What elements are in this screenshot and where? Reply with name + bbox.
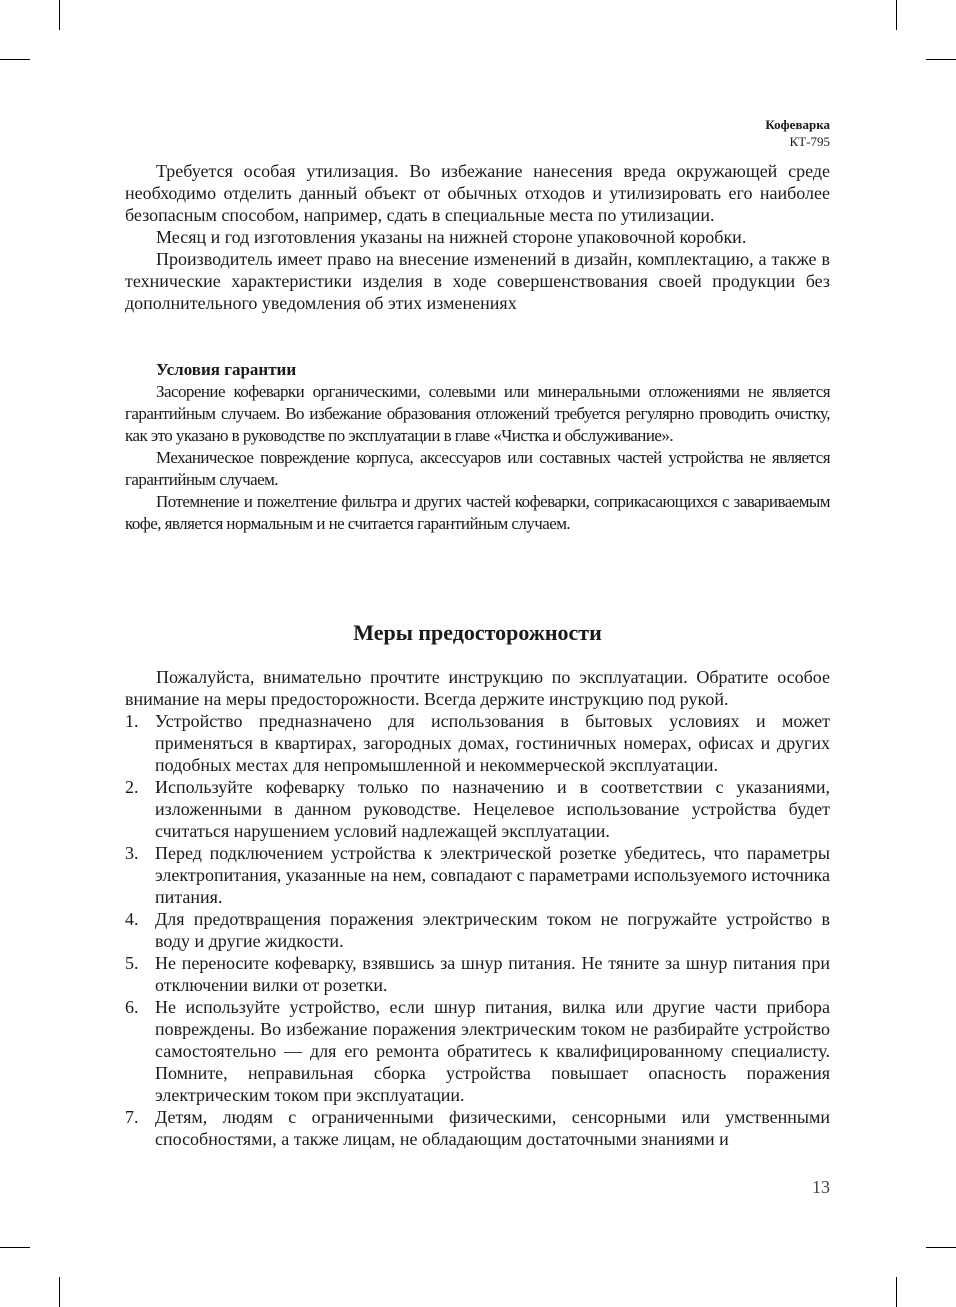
crop-mark	[896, 1277, 897, 1307]
crop-mark	[926, 1247, 956, 1248]
precautions-list	[125, 710, 830, 1150]
precautions-section	[125, 666, 830, 1150]
list-item-number: 4.	[125, 909, 139, 929]
list-item-text: Детям, людям с ограниченными физическими, сенсорными или умственными способностями, а также лицам, не обладающим достаточными знаниями и	[155, 1107, 830, 1149]
crop-mark	[59, 1277, 60, 1307]
crop-mark	[0, 1247, 30, 1248]
crop-mark	[926, 59, 956, 60]
list-item-number: 7.	[125, 1107, 139, 1127]
list-item	[125, 842, 830, 908]
list-item-text: Перед подключением устройства к электрической розетке убедитесь, что параметры электропитания, указанные на нем, совпадают с параметрами используемого источника питания.	[155, 843, 830, 907]
disposal-paragraph: Производитель имеет право на внесение изменений в дизайн, комплектацию, а также в технические характеристики изделия в ходе совершенствования своей продукции без дополнительного уведомления об этих изменениях	[125, 249, 830, 313]
disposal-paragraph: Требуется особая утилизация. Во избежание нанесения вреда окружающей среде необходимо отделить данный объект от обычных отходов и утилизировать его наиболее безопасным способом, например, сдать в специальные места по утилизации.	[125, 161, 830, 225]
warranty-title: Условия гарантии	[156, 360, 297, 379]
list-item-number: 5.	[125, 953, 139, 973]
warranty-paragraph: Механическое повреждение корпуса, аксессуаров или составных частей устройства не является гарантийным случаем.	[125, 448, 830, 489]
list-item	[125, 710, 830, 776]
warranty-paragraph: Потемнение и пожелтение фильтра и других частей кофеварки, соприкасающихся с завариваемым кофе, является нормальным и не считается гарантийным случаем.	[125, 492, 830, 533]
crop-mark	[896, 0, 897, 30]
list-item-text: Используйте кофеварку только по назначению и в соответствии с указаниями, изложенными в данном руководстве. Нецелевое использование устройства будет считаться нарушением условий надлежащей эксплуатации.	[155, 777, 830, 841]
crop-mark	[59, 0, 60, 30]
disposal-paragraph: Месяц и год изготовления указаны на нижней стороне упаковочной коробки.	[156, 227, 747, 247]
list-item-number: 3.	[125, 843, 139, 863]
list-item	[125, 952, 830, 996]
warranty-paragraph: Засорение кофеварки органическими, солевыми или минеральными отложениями не является гарантийным случаем. Во избежание образования отложений требуется регулярно проводить очистку, как это указано в руководстве по эксплуатации в главе «Чистка и обслуживание».	[125, 382, 830, 445]
list-item-text: Не используйте устройство, если шнур питания, вилка или другие части прибора повреждены. Во избежание поражения электрическим током не разбирайте устройство самостоятельно — для его ремонта обратитесь к квалифицированному специалисту. Помните, неправильная сборка устройства повышает опасность поражения электрическим током при эксплуатации.	[155, 997, 830, 1105]
list-item	[125, 1106, 830, 1150]
running-header	[765, 116, 830, 150]
precautions-intro: Пожалуйста, внимательно прочтите инструкцию по эксплуатации. Обратите особое внимание на меры предосторожности. Всегда держите инструкцию под рукой.	[125, 667, 830, 709]
list-item-number: 1.	[125, 711, 139, 731]
warranty-section	[125, 359, 830, 535]
list-item-number: 2.	[125, 777, 139, 797]
disposal-section	[125, 160, 830, 314]
list-item-text: Не переносите кофеварку, взявшись за шнур питания. Не тяните за шнур питания при отключении вилки от розетки.	[155, 953, 830, 995]
header-product: Кофеварка	[765, 117, 830, 132]
section-title: Меры предосторожности	[353, 620, 602, 645]
header-model: КТ-795	[789, 134, 830, 149]
list-item	[125, 996, 830, 1106]
list-item-number: 6.	[125, 997, 139, 1017]
list-item	[125, 908, 830, 952]
list-item	[125, 776, 830, 842]
list-item-text: Устройство предназначено для использования в бытовых условиях и может применяться в квартирах, загородных домах, гостиничных номерах, офисах и других подобных местах для непромышленной и некоммерческой эксплуатации.	[155, 711, 830, 775]
list-item-text: Для предотвращения поражения электрическим током не погружайте устройство в воду и другие жидкости.	[155, 909, 830, 951]
crop-mark	[0, 59, 30, 60]
page-number: 13	[812, 1177, 830, 1197]
